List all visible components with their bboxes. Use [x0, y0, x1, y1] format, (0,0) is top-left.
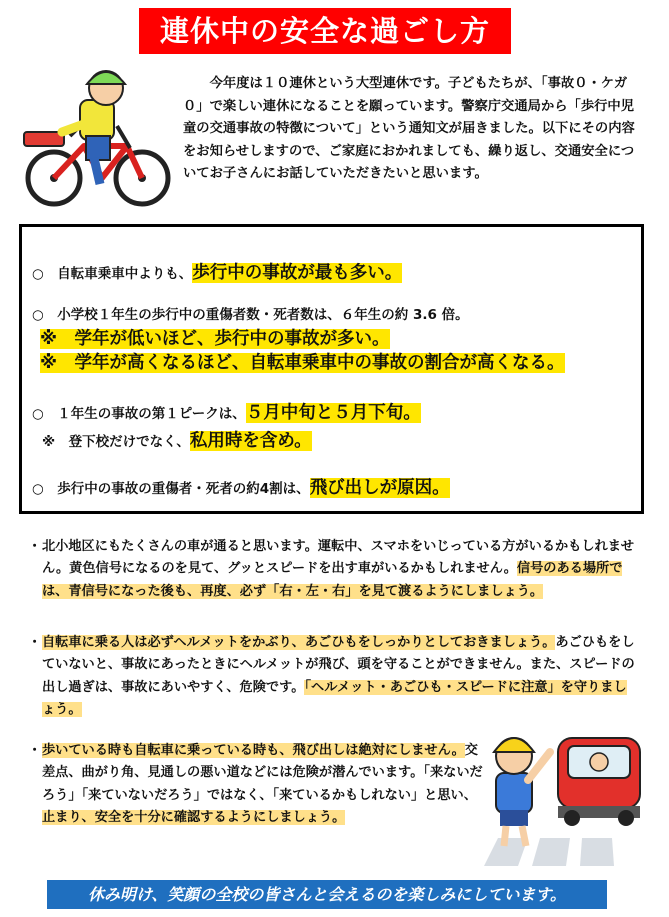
child-crosswalk-car-illustration — [478, 718, 648, 868]
page-title: 連休中の安全な過ごし方 — [139, 8, 511, 54]
bullet-helmet: ・ 自転車に乗る人は必ずヘルメットをかぶり、あごひもをしっかりとしておきましょう。あごひもをしていないと、事故にあったときにヘルメットが飛び、頭を守ることができません。また、スピードの出し過ぎは、事故にあいやすく、危険です。「ヘルメット・あごひも・スピードに注意」を守りましょう。 — [28, 635, 635, 718]
child-bicycle-illustration — [22, 66, 172, 216]
stat-note-2b: ※ 学年が高くなるほど、自転車乗車中の事故の割合が高くなる。 — [40, 353, 565, 373]
bullet-traffic: ・ 北小地区にもたくさんの車が通ると思います。運転中、スマホをいじっている方がいるかもしれません。黄色信号になるのを見て、グッとスピードを出す車がいるかもしれません。信号のある場所では、青信号になった後も、再度、必ず「右・左・右」を見て渡るようにしましょう。 — [28, 539, 635, 599]
stat-point-2: ○ 小学校１年生の歩行中の重傷者数・死者数は、６年生の約 3.6 倍。 — [32, 307, 469, 323]
stat-point-4: ○ 歩行中の事故の重傷者・死者の約4割は、飛び出しが原因。 — [32, 478, 450, 498]
footer-banner: 休み明け、笑顔の全校の皆さんと会えるのを楽しみにしています。 — [47, 880, 607, 909]
stat-point-1: ○ 自転車乗車中よりも、歩行中の事故が最も多い。 — [32, 263, 403, 283]
statistics-box — [19, 224, 644, 514]
stat-note-3: ※ 登下校だけでなく、私用時を含め。 — [42, 431, 312, 451]
bullet-dash-out: ・ 歩いている時も自転車に乗っている時も、飛び出しは絶対にしません。交差点、曲がり角、見通しの悪い道などには危険が潜んでいます。「来ないだろう」「来ていないだろう」ではなく、「来ているかもしれない」と思い、止まり、安全を十分に確認するようにしましょう。 — [28, 743, 483, 826]
intro-paragraph: 今年度は１０連休という大型連休です。子どもたちが、「事故０・ケガ０」で楽しい連休になることを願っています。警察庁交通局から「歩行中児童の交通事故の特徴について」という通知文が届きました。以下にその内容をお知らせしますので、ご家庭におかれましても、繰り返し、交通安全についてお子さんにお話していただきたいと思います。 — [183, 76, 635, 182]
stat-point-3: ○ １年生の事故の第１ピークは、５月中旬と５月下旬。 — [32, 403, 421, 423]
stat-note-2a: ※ 学年が低いほど、歩行中の事故が多い。 — [40, 329, 390, 349]
